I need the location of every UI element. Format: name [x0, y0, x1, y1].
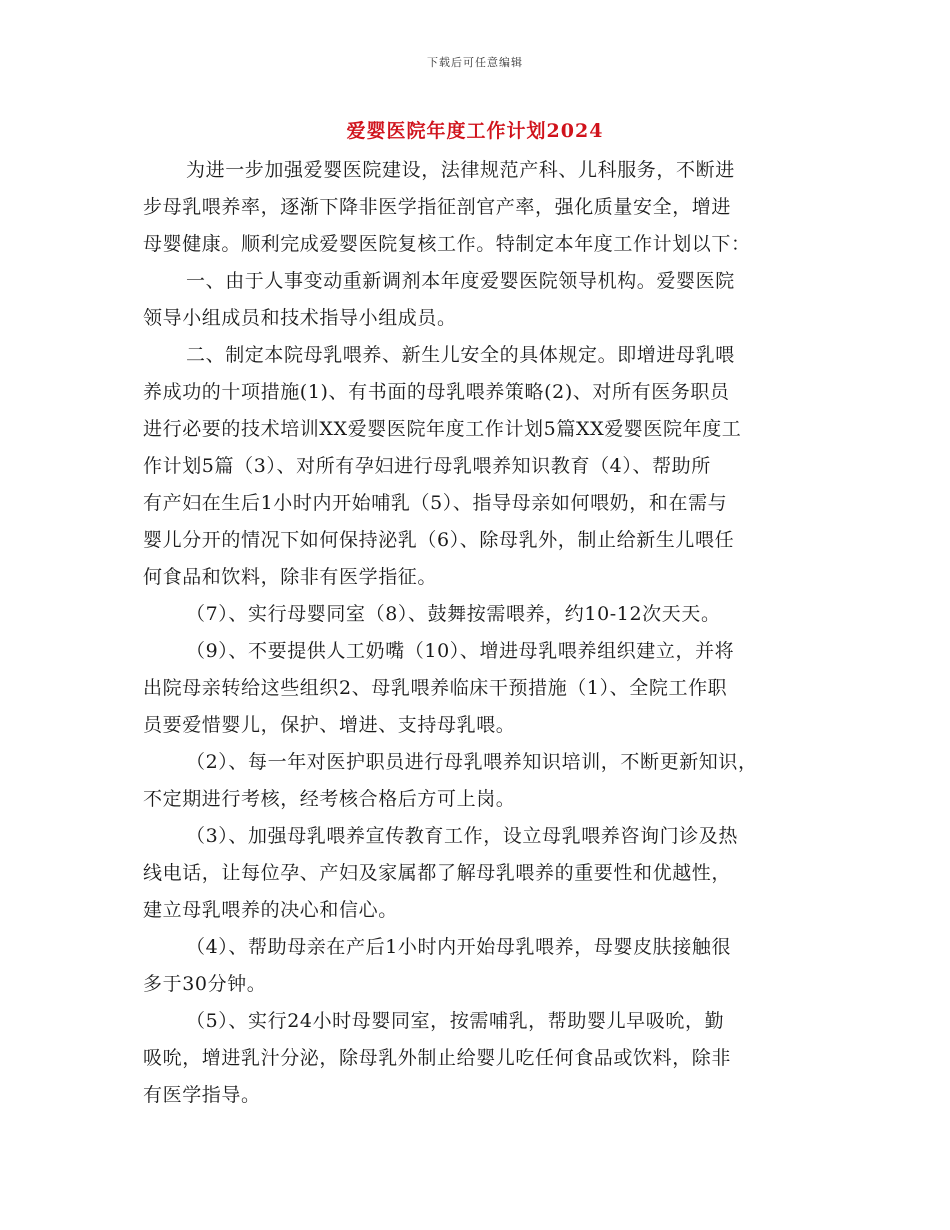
text-line: 线电话，让每位孕、产妇及家属都了解母乳喂养的重要性和优越性， [143, 862, 732, 884]
text-line: 有医学指导。 [143, 1084, 261, 1106]
paragraph-intro [143, 152, 823, 263]
text-line: 养成功的十项措施(1)、有书面的母乳喂养策略(2)、对所有医务职员 [143, 381, 730, 403]
text-line: 为进一步加强爱婴医院建设，法律规范产科、儿科服务，不断进 [186, 159, 735, 181]
text-line: 领导小组成员和技术指导小组成员。 [143, 307, 457, 329]
text-line: 出院母亲转给这些组织2、母乳喂养临床干预措施（1）、全院工作职 [143, 677, 728, 699]
text-line: 母婴健康。顺利完成爱婴医院复核工作。特制定本年度工作计划以下： [143, 233, 751, 255]
text-line: 有产妇在生后1小时内开始哺乳（5）、指导母亲如何喂奶，和在需与 [143, 492, 728, 514]
document-title: 爱婴医院年度工作计划2024 [346, 120, 604, 142]
text-line: 一、由于人事变动重新调剂本年度爱婴医院领导机构。爱婴医院 [186, 270, 735, 292]
paragraph-section-1 [143, 263, 823, 337]
text-line: （2）、每一年对医护职员进行母乳喂养知识培训，不断更新知识， [186, 751, 758, 773]
text-line: 进行必要的技术培训XX爱婴医院年度工作计划5篇XX爱婴医院年度工 [143, 418, 742, 440]
text-line: 何食品和饮料，除非有医学指征。 [143, 566, 438, 588]
paragraph-item-9 [143, 633, 823, 744]
text-line: 多于30分钟。 [143, 973, 267, 995]
text-line: 建立母乳喂养的决心和信心。 [143, 899, 398, 921]
text-line: 步母乳喂养率，逐渐下降非医学指征剖官产率，强化质量安全，增进 [143, 196, 732, 218]
text-line: （5）、实行24小时母婴同室，按需哺乳，帮助婴儿早吸吮，勤 [186, 1010, 725, 1032]
text-line: （9）、不要提供人工奶嘴（10）、增进母乳喂养组织建立，并将 [186, 640, 735, 662]
text-line: （7）、实行母婴同室（8）、鼓舞按需喂养，约10-12次天天。 [186, 603, 721, 625]
text-line: 吸吮，增进乳汁分泌，除母乳外制止给婴儿吃任何食品或饮料，除非 [143, 1047, 732, 1069]
text-line: 二、制定本院母乳喂养、新生儿安全的具体规定。即增进母乳喂 [186, 344, 735, 366]
paragraph-item-7 [143, 596, 823, 633]
paragraph-item-4 [143, 929, 823, 1003]
paragraph-item-5 [143, 1003, 823, 1114]
text-line: 不定期进行考核，经考核合格后方可上岗。 [143, 788, 516, 810]
text-line: 员要爱惜婴儿，保护、增进、支持母乳喂。 [143, 714, 516, 736]
text-line: （4）、帮助母亲在产后1小时内开始母乳喂养，母婴皮肤接触很 [186, 936, 732, 958]
page-header: 下载后可任意编辑 [427, 56, 523, 69]
paragraph-item-3 [143, 818, 823, 929]
document-body [143, 152, 823, 1114]
text-line: 作计划5篇（3）、对所有孕妇进行母乳喂养知识教育（4）、帮助所 [143, 455, 711, 477]
paragraph-item-2 [143, 744, 823, 818]
text-line: 婴儿分开的情况下如何保持泌乳（6）、除母乳外，制止给新生儿喂任 [143, 529, 735, 551]
text-line: （3）、加强母乳喂养宣传教育工作，设立母乳喂养咨询门诊及热 [186, 825, 738, 847]
paragraph-section-2 [143, 337, 823, 596]
